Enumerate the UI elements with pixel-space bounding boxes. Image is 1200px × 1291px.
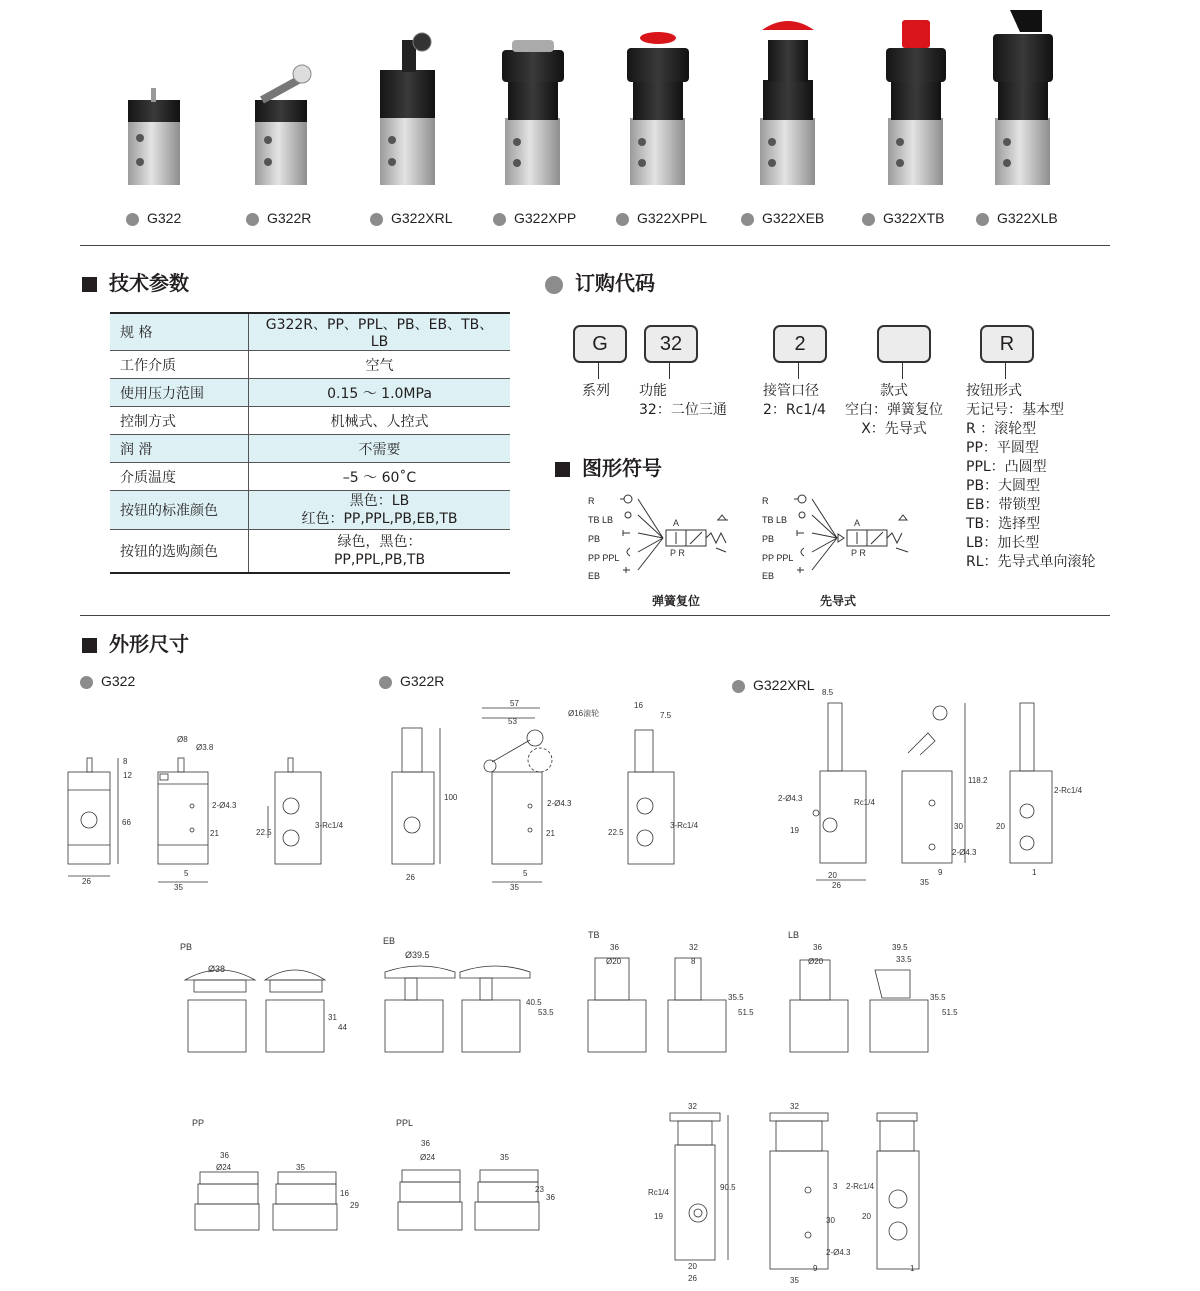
dims-label-g322: G322 — [80, 673, 135, 689]
product-photos — [80, 0, 1120, 200]
tech-row: 工作介质 空气 — [110, 351, 510, 379]
dim-text: 2-Ø4.3 — [778, 794, 803, 803]
symbol-port-pr: P R — [851, 548, 866, 558]
product-label-g322xrl: G322XRL — [370, 210, 452, 226]
dim-text: 44 — [338, 1023, 347, 1032]
symbol-port-a: A — [854, 518, 861, 528]
divider — [80, 615, 1110, 616]
dim-text: 35 — [174, 883, 183, 892]
g322-dimension-drawing — [60, 700, 380, 895]
product-g322xtb-photo — [886, 20, 946, 185]
dim-text: 20 — [996, 822, 1005, 831]
dim-text: 21 — [546, 829, 555, 838]
product-label-g322xeb: G322XEB — [741, 210, 824, 226]
dim-head-label: PPL — [396, 1118, 414, 1128]
dim-text: 31 — [328, 1013, 337, 1022]
dim-text: 36 — [813, 943, 822, 952]
dim-text: 118.2 — [968, 776, 988, 785]
symbol-row-label: R — [762, 496, 769, 506]
dim-text: 2-Ø4.3 — [826, 1248, 851, 1257]
dim-head-label: EB — [383, 936, 396, 946]
square-bullet-icon — [82, 638, 97, 653]
product-g322xlb-photo — [993, 10, 1053, 185]
tech-row: 介质温度 –5 ～ 60˚C — [110, 463, 510, 491]
dim-text: Ø24 — [216, 1163, 232, 1172]
dim-text: 12 — [123, 771, 132, 780]
dim-text: 1 — [1032, 868, 1037, 877]
bullet-icon — [379, 676, 392, 689]
dim-text: 51.5 — [738, 1008, 754, 1017]
pilot-valve-dimension-drawing — [640, 1095, 940, 1291]
code-box-port: 2 — [773, 325, 827, 363]
dim-text: 20 — [688, 1262, 697, 1271]
symbol-pilot-diagram — [792, 490, 922, 585]
symbol-caption-pilot: 先导式 — [820, 594, 857, 608]
code-connector — [669, 363, 670, 379]
dim-text: Rc1/4 — [854, 798, 875, 807]
dim-text: Ø16滚轮 — [568, 709, 600, 718]
code-box-style — [877, 325, 931, 363]
dim-text: Ø3.8 — [196, 743, 214, 752]
dim-text: 35 — [920, 878, 929, 887]
dim-text: 36 — [220, 1151, 229, 1160]
dim-text: 19 — [654, 1212, 663, 1221]
product-label-g322xtb: G322XTB — [862, 210, 944, 226]
dim-text: 29 — [350, 1201, 359, 1210]
dim-text: 66 — [122, 818, 131, 827]
code-box-button: R — [980, 325, 1034, 363]
dim-text: Rc1/4 — [648, 1188, 669, 1197]
code-connector — [902, 363, 903, 379]
symbol-row-label: PB — [588, 534, 601, 544]
dim-text: 23 — [535, 1185, 544, 1194]
code-box-series: G — [573, 325, 627, 363]
dim-text: 7.5 — [660, 711, 672, 720]
dim-text: 90.5 — [720, 1183, 736, 1192]
code-style-desc: 款式 空白：弹簧复位 X：先导式 — [845, 383, 943, 437]
symbol-row-label: PP PPL — [588, 553, 620, 563]
code-function-desc: 功能 32：二位三通 — [639, 383, 727, 418]
symbol-row-label: EB — [762, 571, 775, 581]
code-connector — [1005, 363, 1006, 379]
dim-text: 20 — [828, 871, 837, 880]
dim-text: 5 — [184, 869, 189, 878]
dim-text: Ø20 — [606, 957, 622, 966]
tech-row: 润 滑 不需要 — [110, 435, 510, 463]
bullet-icon — [80, 676, 93, 689]
dims-label-g322xrl: G322XRL — [732, 677, 814, 693]
dim-text: 2-Ø4.3 — [212, 801, 237, 810]
dim-text: 1 — [910, 1264, 915, 1273]
dim-text: 19 — [790, 826, 799, 835]
tech-row: 规 格 G322R、PP、PPL、PB、EB、TB、LB — [110, 314, 510, 351]
bullet-icon — [976, 213, 989, 226]
symbol-spring-return-diagram — [618, 490, 738, 585]
dim-text: 35 — [510, 883, 519, 892]
dim-text: 9 — [813, 1264, 818, 1273]
dim-text: 3-Rc1/4 — [670, 821, 699, 830]
symbol-heading: 图形符号 — [555, 452, 662, 481]
code-button-desc: 按钮形式 无记号：基本型 R ：滚轮型 PP：平圆型 PPL：凸圆型 PB：大圆型 EB：带锁型 TB：选择型 LB：加长型 RL：先导式单向滚轮 — [966, 383, 1096, 570]
tech-row: 按钮的选购颜色 绿色，黑色： PP,PPL,PB,TB — [110, 530, 510, 574]
dim-text: 9 — [938, 868, 943, 877]
dim-head-label: PB — [180, 942, 193, 952]
dim-text: 33.5 — [896, 955, 912, 964]
product-label-g322xppl: G322XPPL — [616, 210, 707, 226]
symbol-row-label: PB — [762, 534, 775, 544]
code-series-desc: 系列 — [582, 383, 610, 399]
code-port-desc: 接管口径 2：Rc1/4 — [763, 383, 826, 418]
dim-text: Ø39.5 — [405, 950, 430, 960]
g322xrl-dimension-drawing — [770, 683, 1100, 888]
bullet-icon — [126, 213, 139, 226]
code-box-function: 32 — [644, 325, 698, 363]
dim-text: 35 — [500, 1153, 509, 1162]
symbol-row-label: PP PPL — [762, 553, 794, 563]
dim-text: 2-Rc1/4 — [846, 1182, 875, 1191]
product-g322-photo — [128, 88, 180, 185]
dim-text: 26 — [82, 877, 91, 886]
button-head-drawings-row2 — [180, 1110, 580, 1235]
dim-text: 2-Rc1/4 — [1054, 786, 1083, 795]
product-label-g322xpp: G322XPP — [493, 210, 576, 226]
dim-text: 53 — [508, 717, 517, 726]
dim-text: 21 — [210, 829, 219, 838]
g322r-dimension-drawing — [380, 700, 720, 895]
dim-text: 30 — [826, 1216, 835, 1225]
order-heading: 订购代码 — [545, 267, 655, 296]
dim-text: 35.5 — [728, 993, 744, 1002]
product-label-g322xlb: G322XLB — [976, 210, 1058, 226]
dim-text: 35 — [790, 1276, 799, 1285]
bullet-icon — [545, 276, 563, 294]
dim-text: 36 — [546, 1193, 555, 1202]
bullet-icon — [862, 213, 875, 226]
dim-text: 100 — [444, 793, 458, 802]
dim-text: 22.5 — [608, 828, 624, 837]
dim-head-label: TB — [588, 930, 600, 940]
dim-text: 51.5 — [942, 1008, 958, 1017]
bullet-icon — [370, 213, 383, 226]
dim-head-label: LB — [788, 930, 800, 940]
dim-text: 2-Ø4.3 — [547, 799, 572, 808]
button-head-drawings-row1 — [170, 930, 990, 1060]
dim-text: 32 — [790, 1102, 799, 1111]
dim-text: 26 — [406, 873, 415, 882]
square-bullet-icon — [555, 462, 570, 477]
tech-heading: 技术参数 — [82, 267, 189, 296]
dim-text: 2-Ø4.3 — [952, 848, 977, 857]
product-label-g322r: G322R — [246, 210, 311, 226]
tech-table — [110, 312, 510, 574]
dim-text: 8 — [123, 757, 128, 766]
product-g322r-photo — [255, 65, 311, 185]
dim-text: 32 — [689, 943, 698, 952]
dim-text: 35 — [296, 1163, 305, 1172]
dim-text: 35.5 — [930, 993, 946, 1002]
dim-text: 16 — [340, 1189, 349, 1198]
dim-text: 26 — [832, 881, 841, 888]
dim-text: 20 — [862, 1212, 871, 1221]
dim-text: 5 — [523, 869, 528, 878]
dim-text: 36 — [610, 943, 619, 952]
dim-text: Ø24 — [420, 1153, 436, 1162]
dim-text: 57 — [510, 700, 519, 708]
divider — [80, 245, 1110, 246]
symbol-row-label: EB — [588, 571, 601, 581]
tech-row: 按钮的标准颜色 黑色：LB 红色：PP,PPL,PB,EB,TB — [110, 491, 510, 530]
dim-text: 36 — [421, 1139, 430, 1148]
bullet-icon — [616, 213, 629, 226]
dim-text: 22.5 — [256, 828, 272, 837]
dim-text: 8.5 — [822, 688, 834, 697]
code-connector — [798, 363, 799, 379]
bullet-icon — [741, 213, 754, 226]
bullet-icon — [493, 213, 506, 226]
dim-text: 16 — [634, 701, 643, 710]
bullet-icon — [732, 680, 745, 693]
tech-row: 使用压力范围 0.15 ～ 1.0MPa — [110, 379, 510, 407]
dim-text: 39.5 — [892, 943, 908, 952]
bullet-icon — [246, 213, 259, 226]
square-bullet-icon — [82, 277, 97, 292]
dim-text: 32 — [688, 1102, 697, 1111]
dim-text: 8 — [691, 957, 696, 966]
dim-text: 3-Rc1/4 — [315, 821, 344, 830]
product-g322xppl-photo — [627, 32, 689, 185]
product-g322xpp-photo — [502, 40, 564, 185]
dims-heading: 外形尺寸 — [82, 628, 189, 657]
dim-text: 53.5 — [538, 1008, 554, 1017]
dim-text: Ø8 — [177, 735, 188, 744]
dim-text: 40.5 — [526, 998, 542, 1007]
product-g322xrl-photo — [380, 33, 435, 185]
tech-row: 控制方式 机械式、人控式 — [110, 407, 510, 435]
symbol-row-label: R — [588, 496, 595, 506]
product-g322xeb-photo — [760, 21, 815, 185]
dim-text: 3 — [833, 1182, 838, 1191]
symbol-port-a: A — [673, 518, 680, 528]
product-label-g322: G322 — [126, 210, 181, 226]
dim-head-label: PP — [192, 1118, 205, 1128]
code-connector — [598, 363, 599, 379]
symbol-row-label: TB LB — [588, 515, 614, 525]
symbol-row-label: TB LB — [762, 515, 788, 525]
symbol-port-pr: P R — [670, 548, 685, 558]
dim-text: 26 — [688, 1274, 697, 1283]
dim-text: Ø20 — [808, 957, 824, 966]
dim-text: Ø38 — [208, 964, 226, 974]
symbol-caption-spring: 弹簧复位 — [652, 594, 701, 608]
dim-text: 30 — [954, 822, 963, 831]
dims-label-g322r: G322R — [379, 673, 444, 689]
